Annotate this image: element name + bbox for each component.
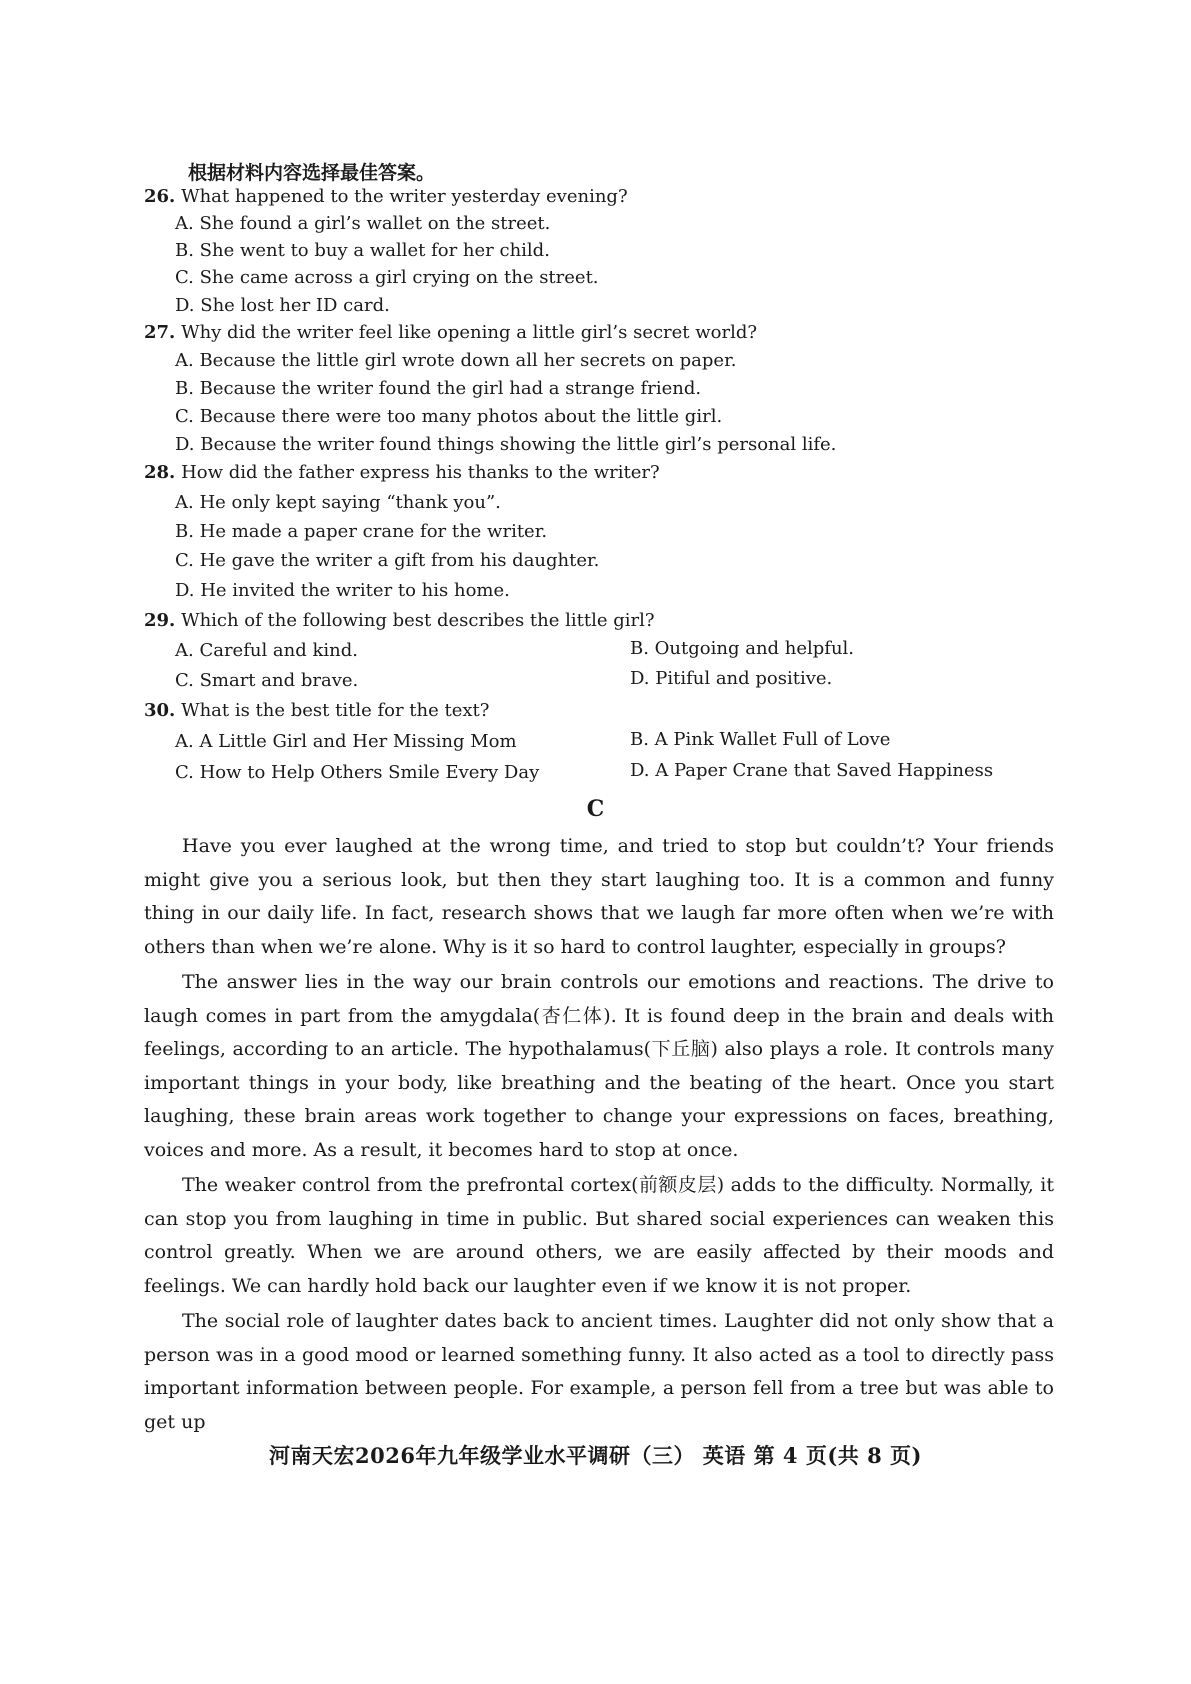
page-footer: 河南天宏2026年九年级学业水平调研（三） 英语 第 4 页(共 8 页) <box>269 1443 922 1468</box>
option-28-d: D. He invited the writer to his home. <box>175 580 510 601</box>
question-number: 26. <box>144 186 176 207</box>
question-text: What happened to the writer yesterday evening? <box>181 186 628 207</box>
question-28 <box>144 462 660 483</box>
option-30-d: D. A Paper Crane that Saved Happiness <box>630 760 994 781</box>
section-label: C <box>586 796 605 822</box>
option-27-c: C. Because there were too many photos about the little girl. <box>175 406 723 427</box>
option-27-a: A. Because the little girl wrote down all her secrets on paper. <box>175 350 737 371</box>
passage-paragraph: The answer lies in the way our brain controls our emotions and reactions. The drive to laugh comes in part from the amygdala(杏仁体). It is found deep in the brain and deals with feelings, according to an article. The hypothalamus(下丘脑) also plays a role. It controls many important things in your body, like breathing and the beating of the heart. Once you start laughing, these brain areas work together to change your expressions on faces, breathing, voices and more. As a result, it becomes hard to stop at once. <box>144 971 1054 1161</box>
option-28-b: B. He made a paper crane for the writer. <box>175 521 548 542</box>
option-29-d: D. Pitiful and positive. <box>630 668 833 689</box>
question-number: 27. <box>144 322 176 343</box>
option-26-a: A. She found a girl’s wallet on the street. <box>175 213 551 234</box>
question-29 <box>144 610 655 631</box>
question-27 <box>144 322 757 343</box>
question-text: Why did the writer feel like opening a little girl’s secret world? <box>181 322 758 343</box>
option-28-a: A. He only kept saying “thank you”. <box>175 492 501 513</box>
option-26-d: D. She lost her ID card. <box>175 295 390 316</box>
question-text: Which of the following best describes the little girl? <box>181 610 655 631</box>
reading-passage <box>144 830 1054 1441</box>
question-26 <box>144 186 628 207</box>
option-29-a: A. Careful and kind. <box>175 640 359 661</box>
option-29-c: C. Smart and brave. <box>175 670 359 691</box>
passage-paragraph: The weaker control from the prefrontal cortex(前额皮层) adds to the difficulty. Normally, it can stop you from laughing in time in public. But shared social experiences can weaken this control greatly. When we are around others, we are easily affected by their moods and feelings. We can hardly hold back our laughter even if we know it is not proper. <box>144 1174 1054 1297</box>
question-number: 28. <box>144 462 176 483</box>
option-30-b: B. A Pink Wallet Full of Love <box>630 729 891 750</box>
option-30-a: A. A Little Girl and Her Missing Mom <box>175 731 517 752</box>
option-26-c: C. She came across a girl crying on the street. <box>175 267 599 288</box>
instruction: 根据材料内容选择最佳答案。 <box>188 162 436 184</box>
question-text: How did the father express his thanks to the writer? <box>181 462 660 483</box>
passage-paragraph: Have you ever laughed at the wrong time, and tried to stop but couldn’t? Your friends might give you a serious look, but then they start laughing too. It is a common and funny thing in our daily life. In fact, research shows that we laugh far more often when we’re with others than when we’re alone. Why is it so hard to control laughter, especially in groups? <box>144 835 1054 958</box>
question-text: What is the best title for the text? <box>181 700 490 721</box>
passage-paragraph: The social role of laughter dates back to ancient times. Laughter did not only show that a person was in a good mood or learned something funny. It also acted as a tool to directly pass important information between people. For example, a person fell from a tree but was able to get up <box>144 1310 1054 1433</box>
question-number: 30. <box>144 700 176 721</box>
option-26-b: B. She went to buy a wallet for her child. <box>175 240 550 261</box>
option-30-c: C. How to Help Others Smile Every Day <box>175 762 540 783</box>
option-28-c: C. He gave the writer a gift from his daughter. <box>175 550 600 571</box>
option-27-d: D. Because the writer found things showing the little girl’s personal life. <box>175 434 837 455</box>
question-30 <box>144 700 489 721</box>
option-29-b: B. Outgoing and helpful. <box>630 638 855 659</box>
option-27-b: B. Because the writer found the girl had a strange friend. <box>175 378 702 399</box>
question-number: 29. <box>144 610 176 631</box>
